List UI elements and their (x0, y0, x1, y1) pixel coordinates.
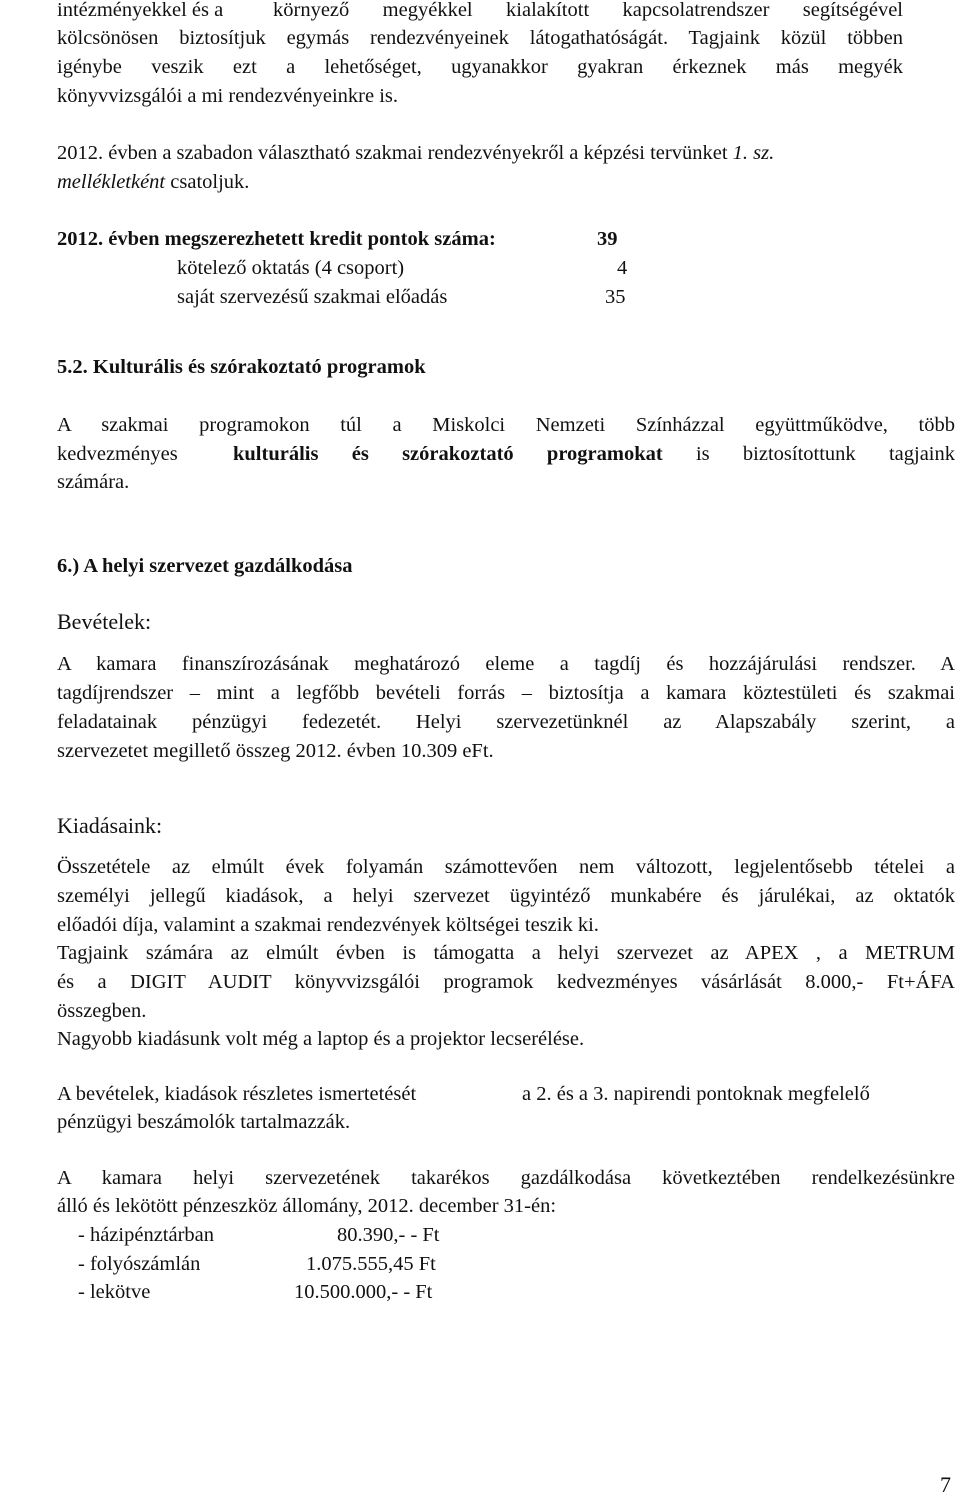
intro-line-2: kölcsönösen biztosítjuk egymás rendezvényeinek látogathatóságát. Tagjaink közül többen (57, 27, 903, 49)
income-line: feladatainak pénzügyi fedezetét. Helyi szervezetünknél az Alapszabály szerint, a (57, 711, 955, 733)
expense-line: előadói díja, valamint a szakmai rendezvények költségei teszik ki. (57, 914, 599, 936)
training-text: 2012. évben a szabadon választható szakmai rendezvényekről a képzési tervünket (57, 142, 728, 164)
savings-item-amount: 10.500.000,- - Ft (294, 1281, 433, 1303)
details-line-1a: A bevételek, kiadások részletes ismertetését (57, 1083, 417, 1105)
expense-line: Tagjaink számára az elmúlt évben is támogatta a helyi szervezet az APEX , a METRUM (57, 942, 955, 964)
annex-reference: 1. sz. (732, 142, 775, 164)
intro-line-4: könyvvizsgálói a mi rendezvényeinkre is. (57, 85, 398, 107)
credits-heading (57, 225, 496, 254)
section-5-2-line-2c: is biztosítottunk tagjaink (695, 443, 955, 465)
expense-line: személyi jellegű kiadások, a helyi szervezet ügyintéző munkabére és járulékai, az oktatók (57, 885, 955, 907)
details-line-1b: a 2. és a 3. napirendi pontoknak megfelelő (522, 1083, 870, 1105)
expense-heading: Kiadásaink: (57, 813, 163, 838)
expense-line: Összetétele az elmúlt évek folyamán számottevően nem változott, legjelentősebb tételei a (57, 856, 955, 878)
income-line: A kamara finanszírozásának meghatározó eleme a tagdíj és hozzájárulási rendszer. A (57, 653, 955, 675)
income-line: szervezetet megillető összeg 2012. évben 10.309 eFt. (57, 740, 494, 762)
intro-line-1a: intézményekkel és a (57, 0, 224, 21)
section-5-2-line-2a: kedvezményes (57, 443, 178, 465)
savings-item-amount: 80.390,- - Ft (337, 1224, 440, 1246)
expense-line: összegben. (57, 1000, 147, 1022)
credit-row-value: 35 (605, 286, 626, 308)
section-5-2-title: 5.2. Kulturális és szórakoztató programok (57, 356, 426, 378)
page-number: 7 (940, 1472, 951, 1497)
section-5-2-line-2 (233, 440, 955, 469)
expense-line: Nagyobb kiadásunk volt még a laptop és a projektor lecserélése. (57, 1028, 585, 1050)
savings-item-label: - lekötve (78, 1281, 151, 1303)
savings-item-label: - folyószámlán (78, 1253, 201, 1275)
credits-total: 39 (597, 228, 618, 250)
training-line-1 (57, 139, 774, 168)
income-heading: Bevételek: (57, 609, 152, 634)
credits-heading-label: 2012. évben megszerezhetett kredit pontok száma: (57, 228, 496, 250)
annex-reference-word: mellékletként (57, 171, 166, 193)
savings-line-2: álló és lekötött pénzeszköz állomány, 2012. december 31-én: (57, 1195, 557, 1217)
section-6-title: 6.) A helyi szervezet gazdálkodása (57, 555, 353, 577)
credit-row-label: kötelező oktatás (4 csoport) (177, 257, 405, 279)
intro-line-3: igénybe veszik ezt a lehetőséget, ugyanakkor gyakran érkeznek más megyék (57, 56, 903, 78)
credit-row-value: 4 (617, 257, 628, 279)
details-line-2: pénzügyi beszámolók tartalmazzák. (57, 1111, 351, 1133)
training-text-end: csatoljuk. (170, 171, 250, 193)
expense-line: és a DIGIT AUDIT könyvvizsgálói programok kedvezményes vásárlását 8.000,- Ft+ÁFA (57, 971, 955, 993)
income-line: tagdíjrendszer – mint a legfőbb bevételi forrás – biztosítja a kamara köztestületi és szakmai (57, 682, 955, 704)
savings-line-1: A kamara helyi szervezetének takarékos gazdálkodása következtében rendelkezésünkre (57, 1167, 955, 1189)
programs-emphasis: kulturális és szórakoztató programokat (233, 443, 663, 465)
savings-item-amount: 1.075.555,45 Ft (306, 1253, 436, 1275)
credit-row-label: saját szervezésű szakmai előadás (177, 286, 448, 308)
savings-item-label: - házipénztárban (78, 1224, 215, 1246)
training-line-2 (57, 168, 249, 197)
section-5-2-line-1: A szakmai programokon túl a Miskolci Nemzeti Színházzal együttműködve, több (57, 414, 955, 436)
intro-line-1b: környező megyékkel kialakított kapcsolatrendszer segítségével (273, 0, 903, 21)
section-5-2-line-3: számára. (57, 471, 130, 493)
